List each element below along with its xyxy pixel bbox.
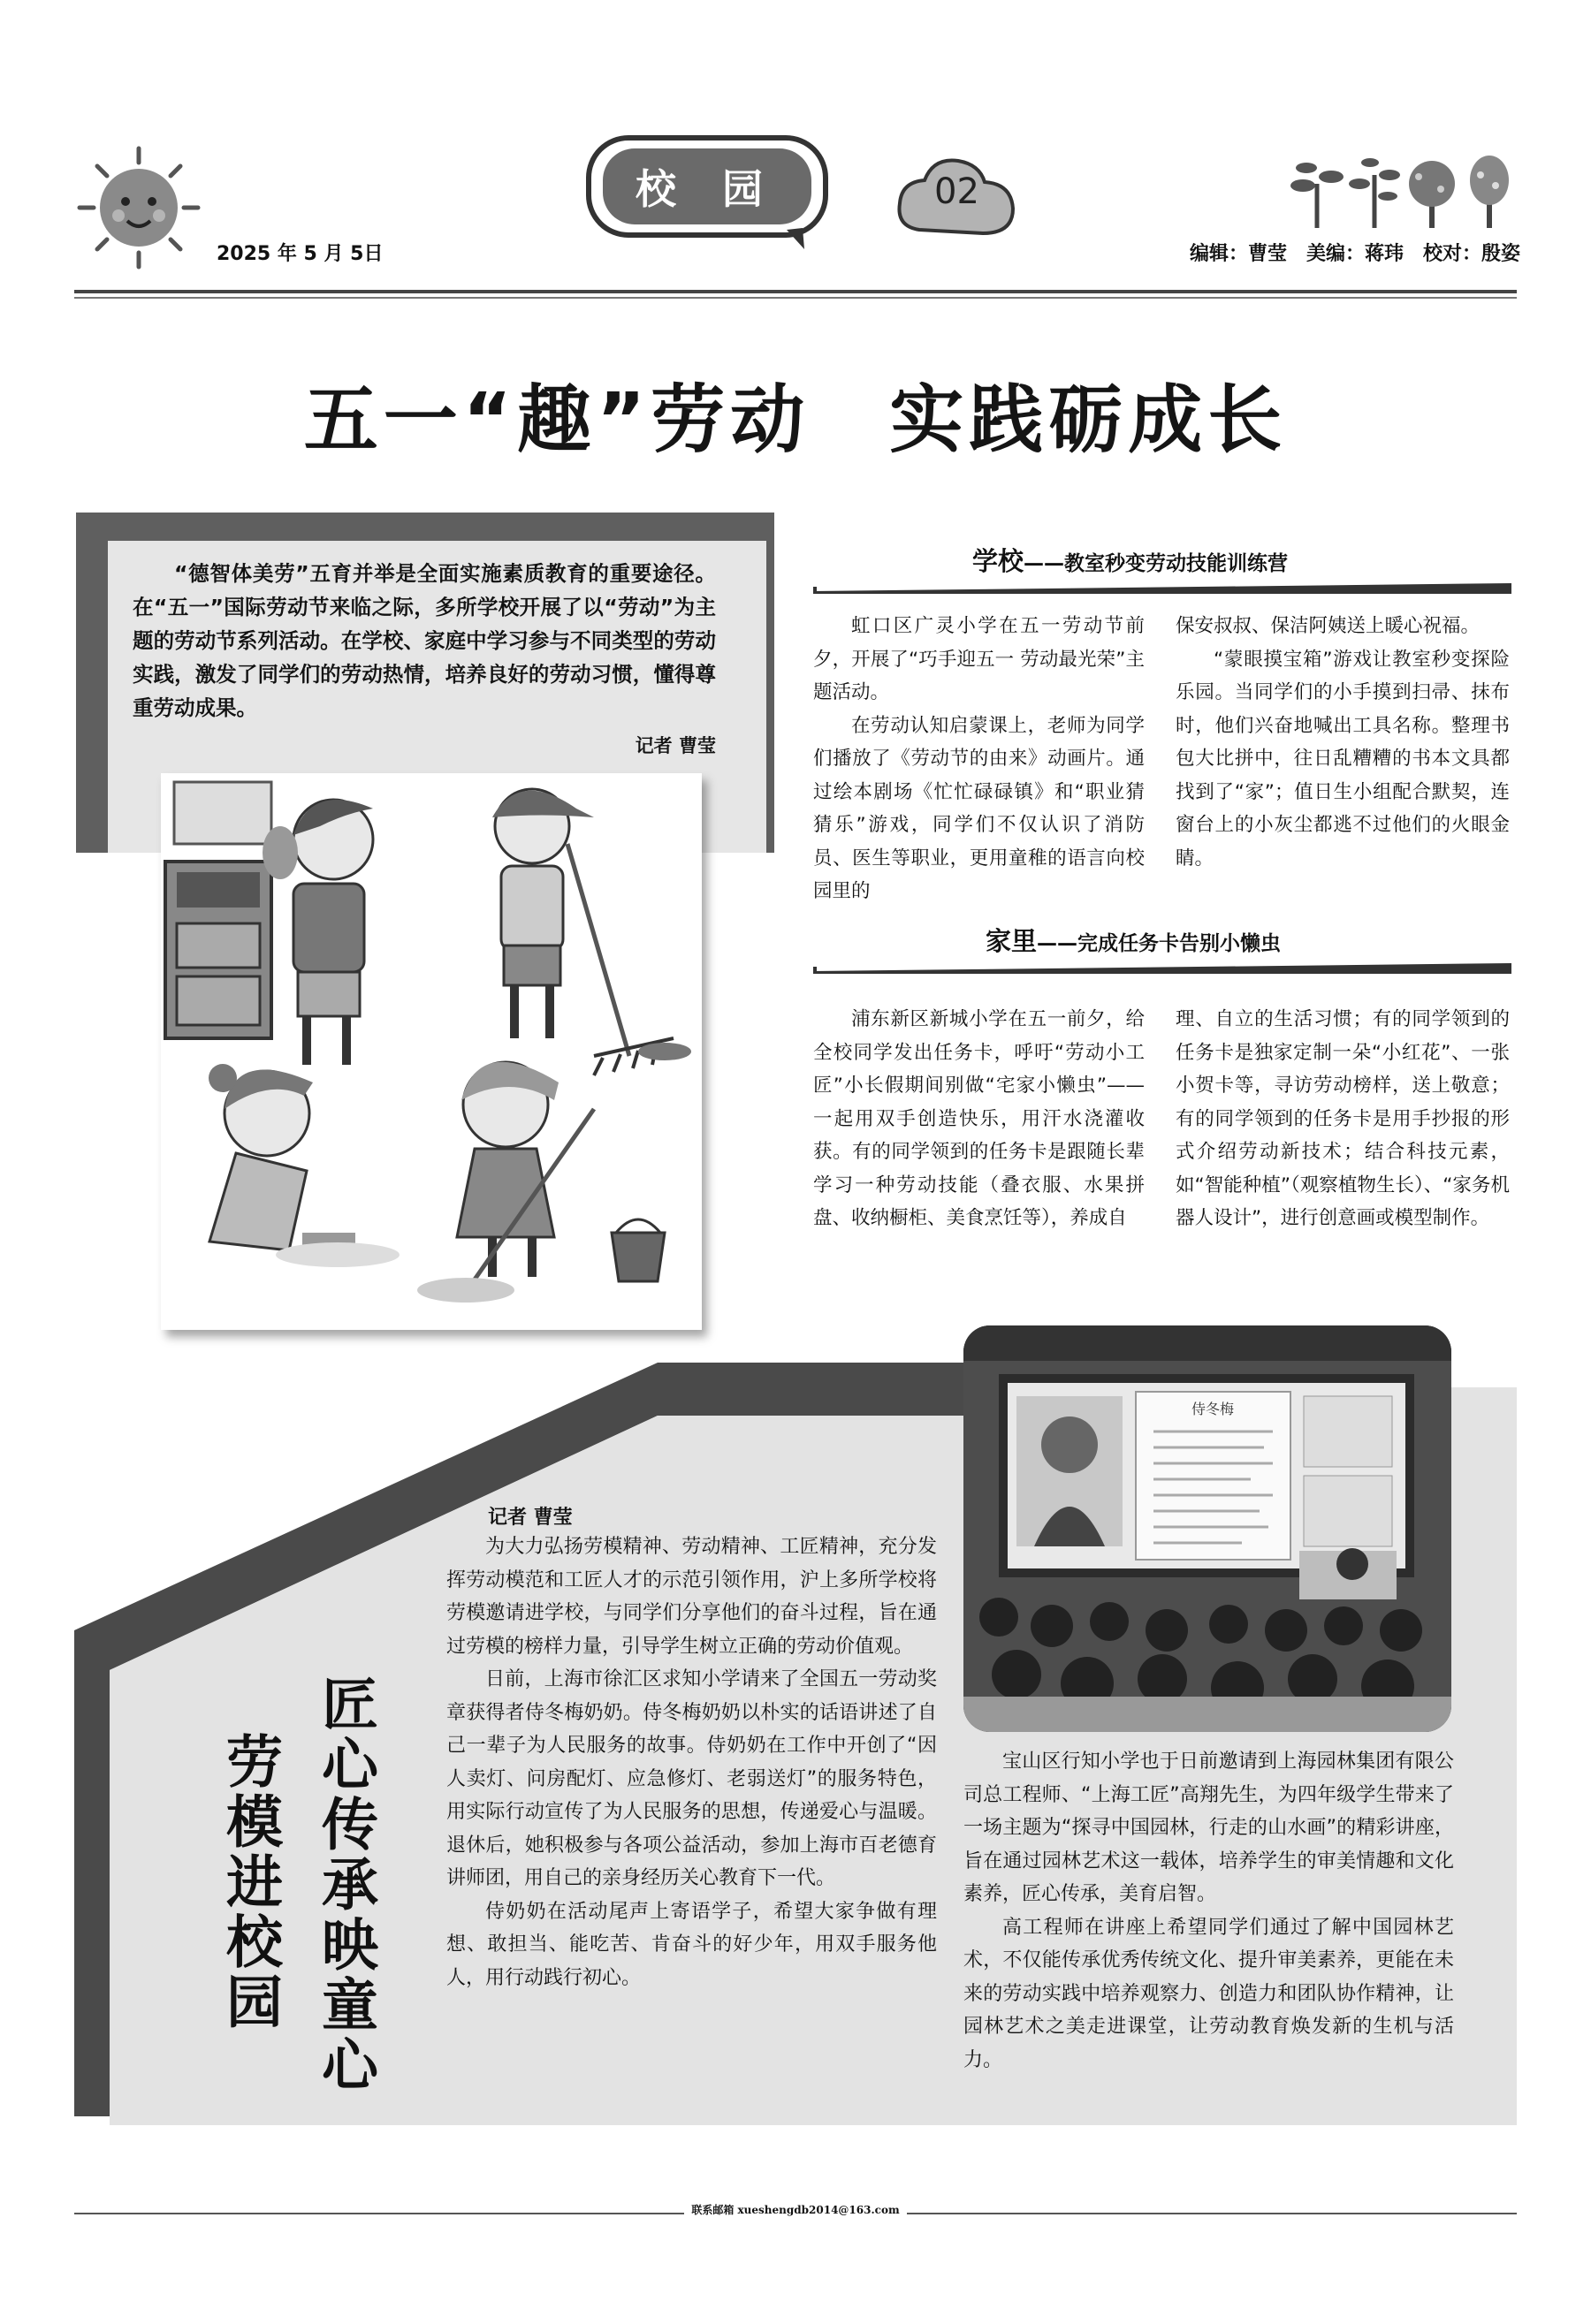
section-school-title: 学校: [972, 546, 1024, 576]
footer-contact: [0, 2202, 1591, 2217]
column-title: 校 园: [635, 165, 779, 213]
feature-column-a: [446, 1530, 937, 1994]
paragraph: 保安叔叔、保洁阿姨送上暖心祝福。: [1176, 615, 1481, 637]
section-rule: [813, 961, 1511, 974]
feature-column-b: [963, 1745, 1454, 2077]
classroom-lecture-photo: [963, 1325, 1451, 1732]
editor-credits: 编辑：曹莹 美编：蒋玮 校对：殷姿: [1189, 243, 1520, 265]
section-school-subtitle: ——教室秒变劳动技能训练营: [1024, 552, 1289, 575]
intro-byline: 记者 曹莹: [635, 735, 716, 756]
page-headline: 五一“趣”劳动 实践砺成长: [303, 376, 1288, 463]
feature-byline: 记者 曹莹: [488, 1507, 573, 1529]
paragraph: 在劳动认知启蒙课上，老师为同学们播放了《劳动节的由来》动画片。通过绘本剧场《忙忙碌碌镇》和“职业猜猜乐”游戏，同学们不仅认识了消防员、医生等职业，更用童稚的语言向校园里的: [813, 714, 1145, 902]
screen-title: 侍冬梅: [1191, 1401, 1235, 1417]
issue-date: 2025 年 5 月 5日: [217, 243, 384, 265]
paragraph: 侍奶奶在活动尾声上寄语学子，希望大家争做有理想、敢担当、能吃苦、肯奋斗的好少年，用双手服务他人，用行动践行初心。: [446, 1900, 937, 1989]
header-rule: [74, 290, 1517, 302]
footer-contact-text: 联系邮箱 xueshengdb2014@163.com: [684, 2204, 906, 2216]
paragraph: 浦东新区新城小学在五一前夕，给全校同学发出任务卡，呼吁“劳动小工匠”小长假期间别做“宅家小懒虫”——一起用双手创造快乐，用汗水浇灌收获。有的同学领到的任务卡是跟随长辈学习一种劳动技能（叠衣服、水果拼盘、收纳橱柜、美食烹饪等），养成自: [813, 1008, 1145, 1229]
children-cleaning-illustration: [161, 773, 702, 1330]
section-home-title: 家里: [986, 926, 1038, 956]
intro-text: “德智体美劳”五育并举是全面实施素质教育的重要途径。在“五一”国际劳动节来临之际，多所学校开展了以“劳动”为主题的劳动节系列活动。在学校、家庭中学习参与不同类型的劳动实践，激发了同学们的劳动热情，培养良好的劳动习惯，懂得尊重劳动成果。: [133, 561, 716, 720]
section-school-heading: [972, 542, 1288, 578]
feature-title-sub: 劳模进校园: [217, 1732, 282, 2032]
feature-title-main: 匠心传承映童心: [312, 1675, 377, 2095]
page-number: 02: [934, 171, 979, 212]
paragraph: 高工程师在讲座上希望同学们通过了解中国园林艺术，不仅能传承优秀传统文化、提升审美素养，更能在未来的劳动实践中培养观察力、创造力和团队协作精神，让园林艺术之美走进课堂，让劳动教育焕发新的生机与活力。: [963, 1916, 1454, 2071]
section-home-heading: [986, 922, 1281, 958]
section-rule: [813, 581, 1511, 594]
section-home-subtitle: ——完成任务卡告别小懒虫: [1037, 932, 1282, 955]
paragraph: 理、自立的生活习惯；有的同学领到的任务卡是独家定制一朵“小红花”、一张小贺卡等，寻访劳动榜样，送上敬意；有的同学领到的任务卡是用手抄报的形式介绍劳动新技术；结合科技元素，如“智能种植”（观察植物生长）、“家务机器人设计”，进行创意画或模型制作。: [1176, 1008, 1510, 1229]
paragraph: 为大力弘扬劳模精神、劳动精神、工匠精神，充分发挥劳动模范和工匠人才的示范引领作用，沪上多所学校将劳模邀请进学校，与同学们分享他们的奋斗过程，旨在通过劳模的榜样力量，引导学生树立正确的劳动价值观。: [446, 1536, 937, 1658]
sun-icon: [72, 141, 205, 274]
section-school-column-a: [813, 610, 1145, 908]
tree-icon: [1290, 150, 1516, 230]
section-home-column-b: [1176, 1003, 1510, 1235]
photo-scene: [963, 1325, 1451, 1732]
paragraph: 日前，上海市徐汇区求知小学请来了全国五一劳动奖章获得者侍冬梅奶奶。侍冬梅奶奶以朴实的话语讲述了自己一辈子为人民服务的故事。侍奶奶在工作中开创了“因人卖灯、问房配灯、应急修灯、老弱送灯”的服务特色，用实际行动宣传了为人民服务的思想，传递爱心与温暖。退休后，她积极参与各项公益活动，参加上海市百老德育讲师团，用自己的亲身经历关心教育下一代。: [446, 1668, 937, 1889]
paragraph: 虹口区广灵小学在五一劳动节前夕，开展了“巧手迎五一 劳动最光荣”主题活动。: [813, 615, 1145, 703]
paragraph: “蒙眼摸宝箱”游戏让教室秒变探险乐园。当同学们的小手摸到扫帚、抹布时，他们兴奋地喊出工具名称。整理书包大比拼中，往日乱糟糟的书本文具都找到了“家”；值日生小组配合默契，连窗台上的小灰尘都逃不过他们的火眼金睛。: [1176, 648, 1510, 870]
section-home-column-a: [813, 1003, 1145, 1235]
section-school-column-b: [1176, 610, 1510, 875]
paragraph: 宝山区行知小学也于日前邀请到上海园林集团有限公司总工程师、“上海工匠”高翔先生，为四年级学生带来了一场主题为“探寻中国园林，行走的山水画”的精彩讲座，旨在通过园林艺术这一载体，培养学生的审美情趣和文化素养，匠心传承，美育启智。: [963, 1751, 1454, 1905]
